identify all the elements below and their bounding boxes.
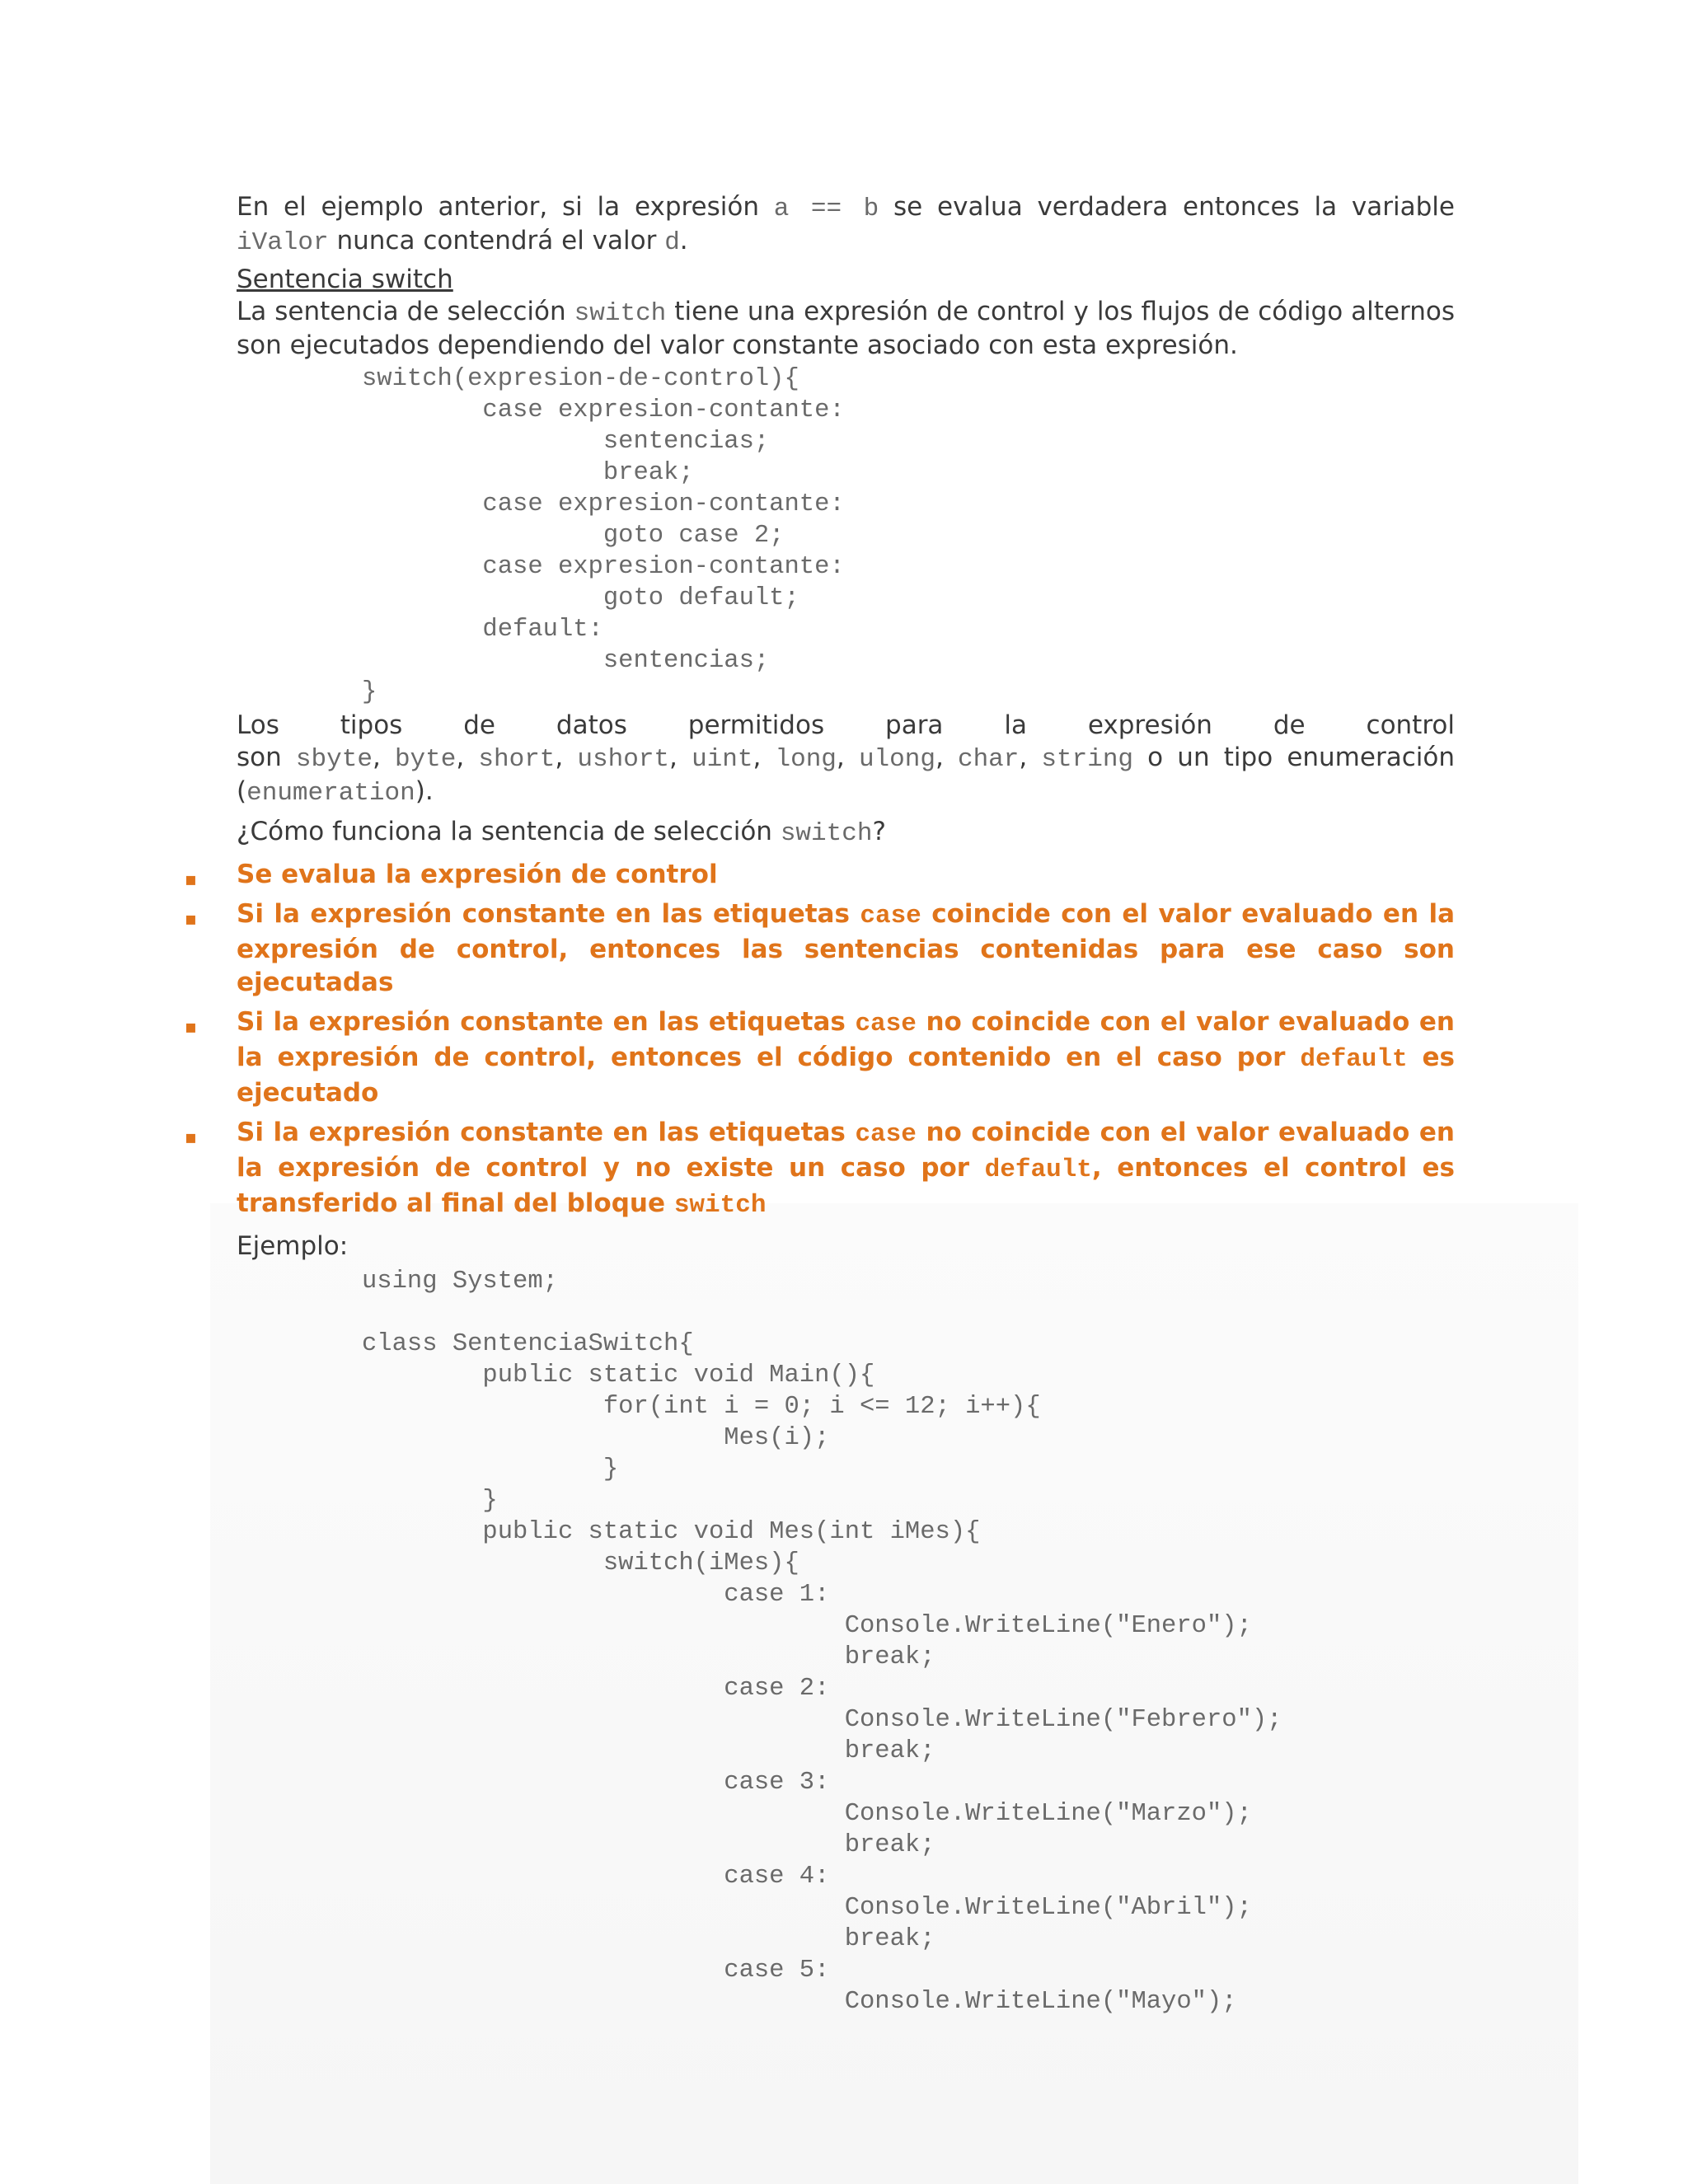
example-code-block: using System; class SentenciaSwitch{ public static void Main(){ for(int i = 0; i <= 12; i++){ Mes(i); } } public static void Mes(int iMes){ switch(iMes){ case 1: Console.WriteLine("Enero"); break; case 2: Console.WriteLine("Febrero"); break; case 3: Console.WriteLine("Marzo"); break; case 4: Console.WriteLine("Abril"); break; case 5: Console.WriteLine("Mayo"); [362,1268,1282,2016]
keyword-case: case [855,1120,917,1149]
list-item: ▪ Se evalua la expresión de control [237,858,1455,891]
keyword-default: default [1300,1045,1408,1074]
type-uint: uint [692,745,753,774]
type-byte: byte [394,745,457,774]
example-label: Ejemplo: [237,1231,349,1261]
syntax-code-block: switch(expresion-de-control){ case expresion-contante: sentencias; break; case expresion-contante: goto case 2; case expresion-contante: goto default; default: sentencias; } [362,365,845,706]
square-bullet-icon: ▪ [185,909,197,930]
document-content [185,191,1455,2018]
paragraph-description: La sentencia de selección switch tiene una expresión de control y los flujos de código alternos son ejecutados dependiendo del valor constante asociado con esta expresión. [237,297,1455,360]
type-ulong: ulong [858,745,935,774]
type-long: long [775,745,837,774]
type-short: short [478,745,556,774]
code-inline: switch [780,819,873,848]
paragraph-types-line1: Los tipos de datos permitidos para la expresión de control [237,710,1455,740]
type-char: char [957,745,1020,774]
keyword-switch: switch [673,1191,767,1220]
section-heading: Sentencia switch [237,265,453,294]
code-inline: enumeration [246,779,415,808]
list-item: ▪ Si la expresión constante en las etiquetas case no coincide con el valor evaluado en la expresión de control y no existe un caso por default, entonces el control es transferido al final del bloque switch [185,1118,1455,1220]
code-inline: switch [574,299,667,328]
code-inline: iValor [237,228,329,257]
question-line: ¿Cómo funciona la sentencia de selección switch? [237,817,886,848]
list-item: ▪ Si la expresión constante en las etiquetas case no coincide con el valor evaluado en la expresión de control, entonces el código contenido en el caso por default es ejecutado [185,1007,1455,1108]
type-string: string [1041,745,1134,774]
keyword-case: case [855,1010,917,1038]
how-it-works-list [185,858,1455,1222]
type-ushort: ushort [577,745,670,774]
list-item: ▪ Si la expresión constante en las etiquetas case coincide con el valor evaluado en la expresión de control, entonces las sentencias contenidas para ese caso son ejecutadas [185,899,1455,997]
type-sbyte: sbyte [295,745,373,774]
keyword-default: default [984,1155,1092,1184]
paragraph-types-line2: son sbyte, byte, short, ushort, uint, long, ulong, char, string o un tipo enumeración [237,743,1455,774]
square-bullet-icon: ▪ [185,1017,197,1038]
paragraph-intro: En el ejemplo anterior, si la expresión a == b se evalua verdadera entonces la variable iValor nunca contendrá el valor d. [237,192,1455,257]
code-inline: a == b [773,194,879,223]
code-inline: d [664,228,680,257]
paragraph-types-line3: (enumeration). [237,776,434,808]
square-bullet-icon: ▪ [185,1127,197,1148]
square-bullet-icon: ▪ [185,869,197,890]
keyword-case: case [860,902,921,930]
